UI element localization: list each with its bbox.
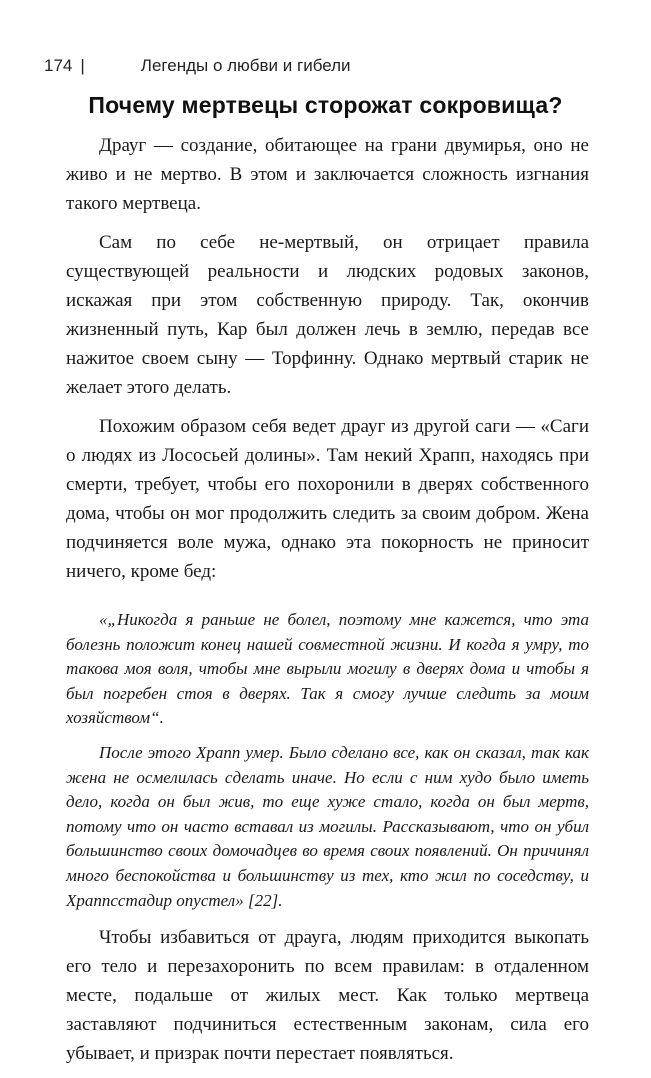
paragraph: Похожим образом себя ведет драуг из другой саги — «Саги о людях из Лососьей долины». Там некий Храпп, находясь при смерти, требует, чтобы его похоронили в дверях собственного дома, чтобы он мог продолжить следить за своим добром. Жена подчиняется воле мужа, однако эта покорность не приносит ничего, кроме бед: xyxy=(66,416,589,582)
section-title: Почему мертвецы сторожат сокровища? xyxy=(88,92,563,118)
quote-paragraph: После этого Храпп умер. Было сделано все, как он сказал, так как жена не осмелилась сделать иначе. Но если с ним худо было иметь дело, когда он был жив, то еще хуже стало, когда он был мертв, потому что он часто вставал из могилы. Рассказывают, что он убил большинство своих домочадцев во время своих появлений. Он причинял много беспокойства и большинству из тех, кто жил по соседству, и Храппсстадир опустел» [22]. xyxy=(66,742,589,910)
saga-quote xyxy=(66,608,589,913)
header-separator: | xyxy=(80,56,85,75)
closing-paragraph: Чтобы избавиться от драуга, людям приходится выкопать его тело и перезахоронить по всем правилам: в отдаленном месте, подальше от жилых мест. Как только мертвеца заставляют подчиниться естественным законам, сила его убывает, и призрак почти перестает появляться. xyxy=(66,927,589,1065)
running-title: Легенды о любви и гибели xyxy=(140,56,351,75)
paragraph: Драуг — создание, обитающее на грани двумирья, оно не живо и не мертво. В этом и заключается сложность изгнания такого мертвеца. xyxy=(66,135,589,214)
page-number: 174 xyxy=(44,56,73,75)
running-header xyxy=(44,56,351,76)
page-body xyxy=(66,131,589,1078)
quote-paragraph: «„Никогда я раньше не болел, поэтому мне кажется, что эта болезнь положит конец нашей совместной жизни. И когда я умру, то такова моя воля, чтобы мне вырыли могилу в дверях дома и чтобы я был погребен стоя в дверях. Так я смогу лучше следить за моим хозяйством“. xyxy=(66,610,589,728)
paragraph: Сам по себе не-мертвый, он отрицает правила существующей реальности и людских родовых законов, искажая при этом собственную природу. Так, окончив жизненный путь, Кар был должен лечь в землю, передав все нажитое своем сыну — Торфинну. Однако мертвый старик не желает этого делать. xyxy=(66,232,589,398)
